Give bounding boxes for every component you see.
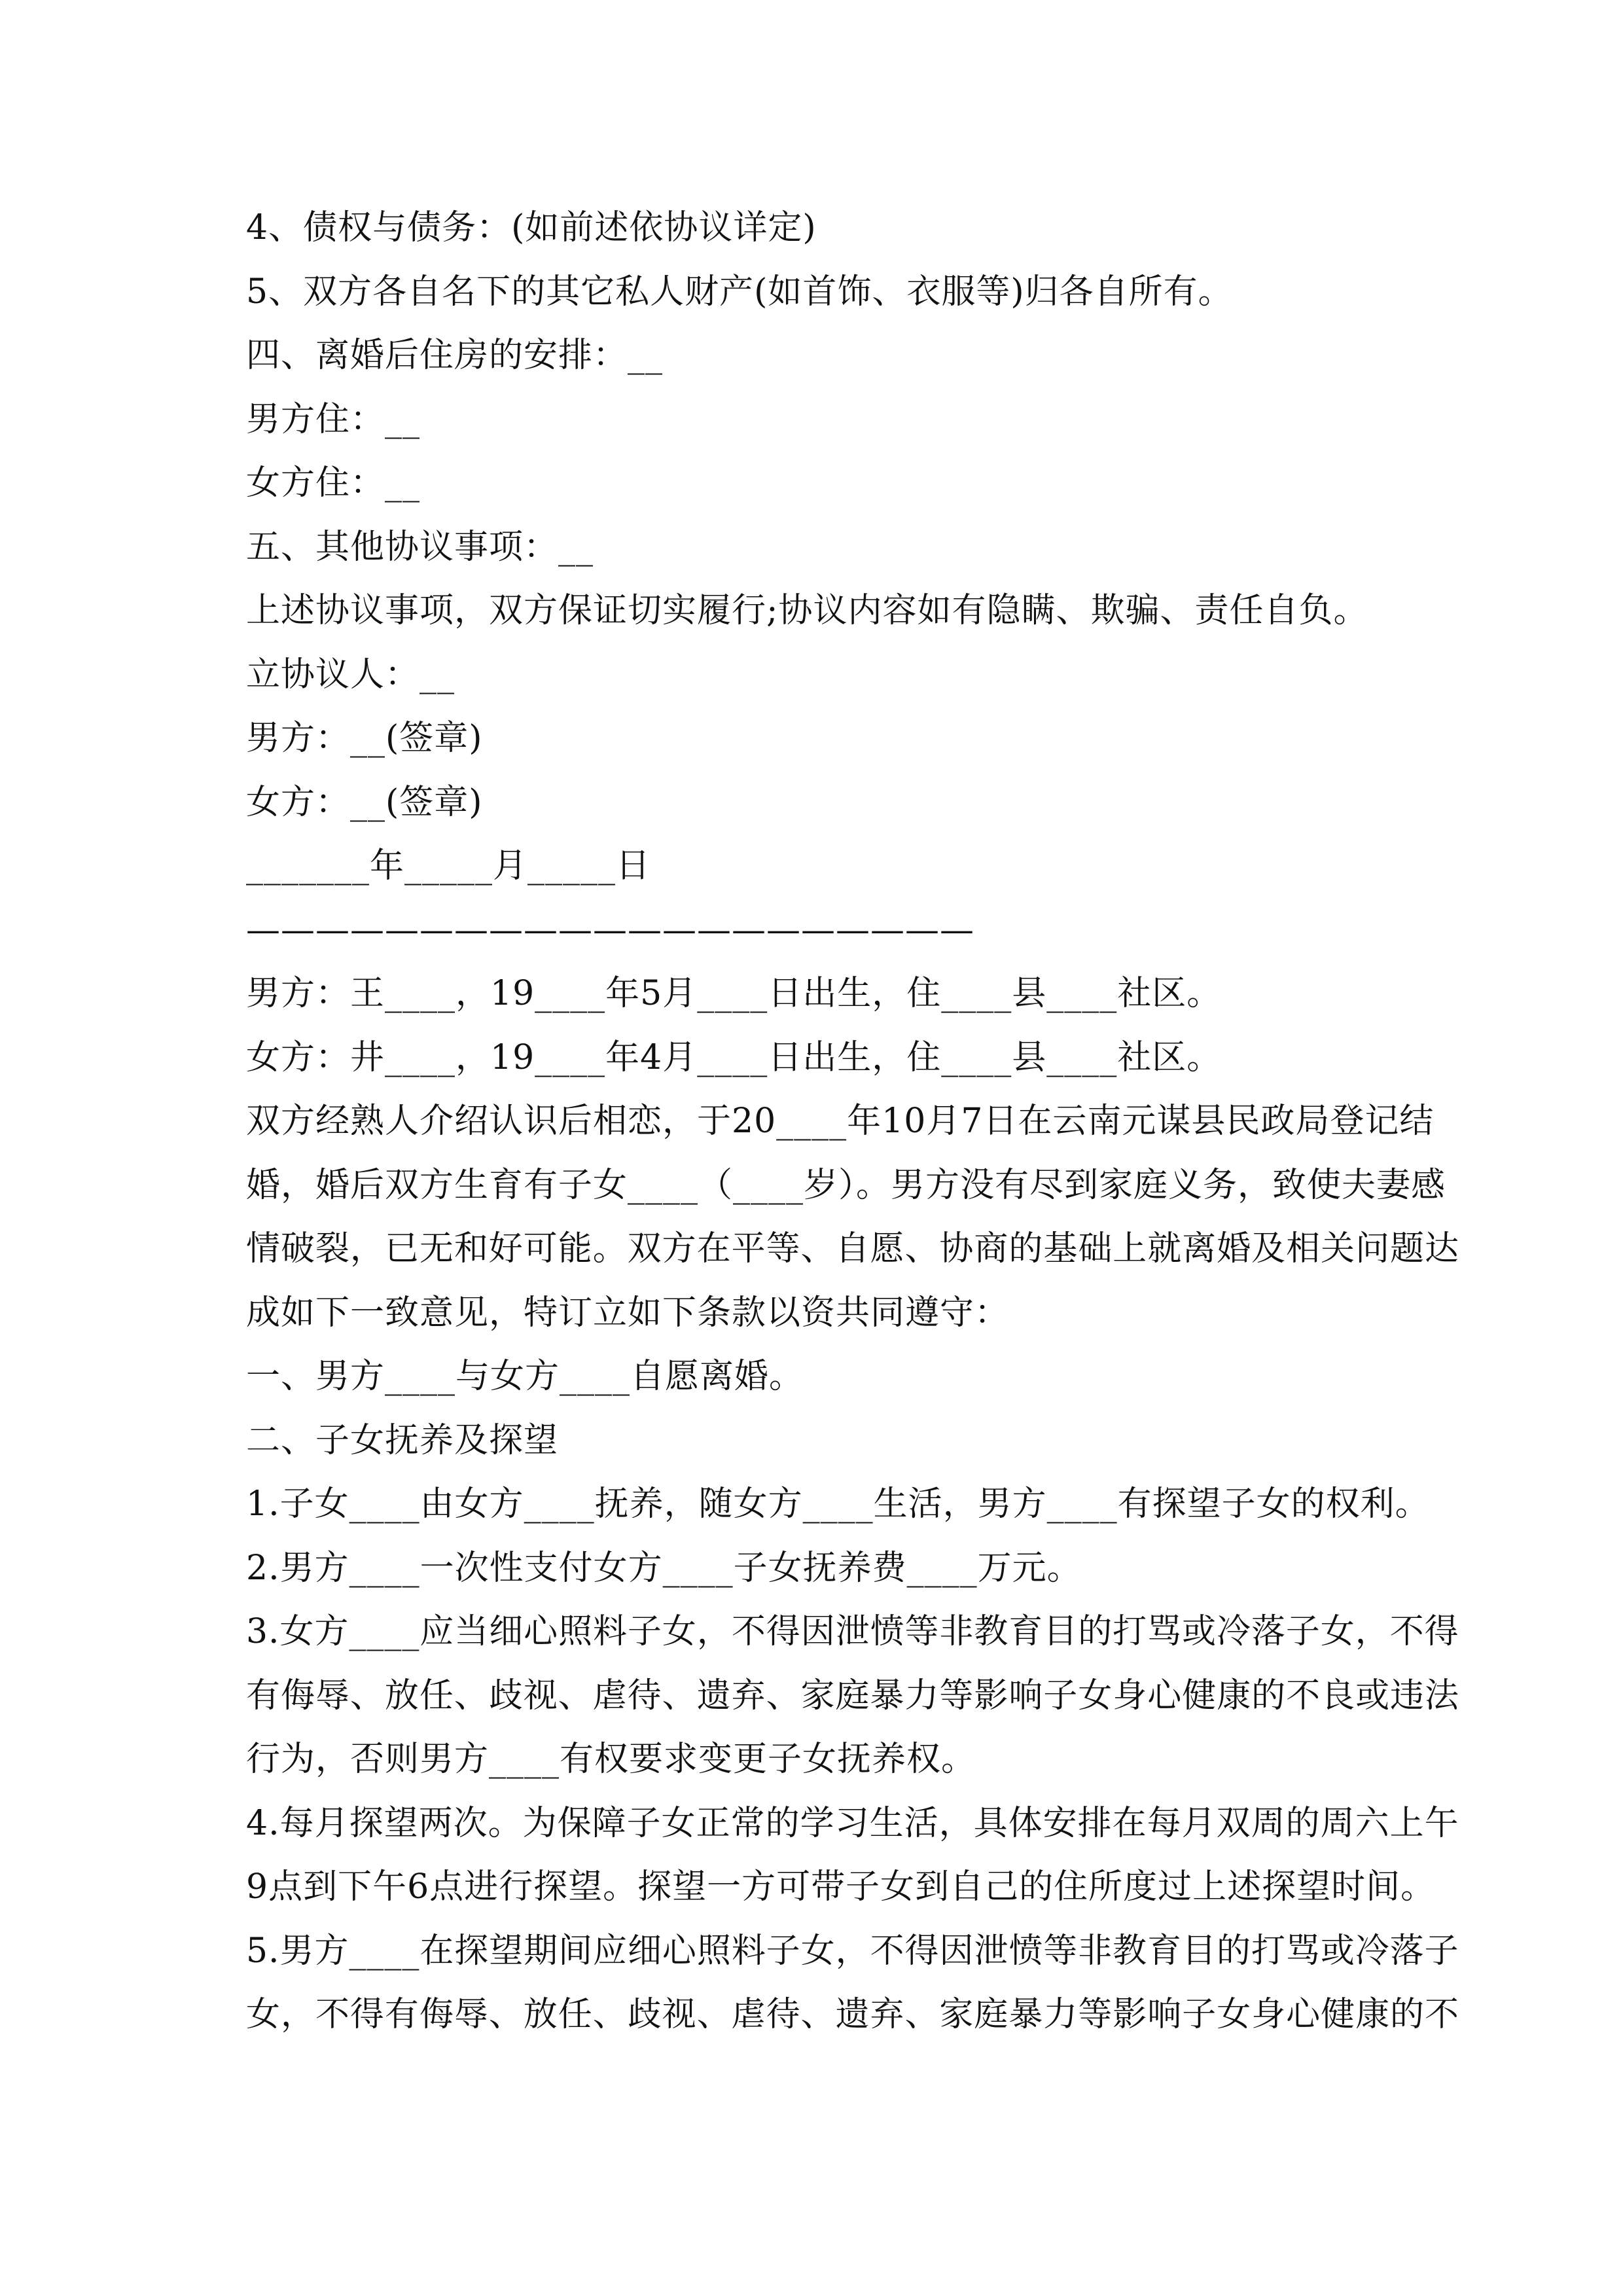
text-line: 3.女方____应当细心照料子女，不得因泄愤等非教育目的打骂或冷落子女，不得: [246, 1612, 1459, 1651]
text-line: 行为，否则男方____有权要求变更子女抚养权。: [246, 1740, 976, 1779]
text-line: 双方经熟人介绍认识后相恋，于20____年10月7日在云南元谋县民政局登记结: [246, 1102, 1435, 1141]
text-line: 男方：__(签章): [246, 719, 483, 758]
text-line: 男方住：__: [246, 400, 421, 439]
text-line: 上述协议事项，双方保证切实履行;协议内容如有隐瞒、欺骗、责任自负。: [246, 591, 1368, 630]
text-line: 4.每月探望两次。为保障子女正常的学习生活，具体安排在每月双周的周六上午: [246, 1804, 1459, 1843]
text-line: 女方：__(签章): [246, 783, 483, 822]
text-line: 4、债权与债务：(如前述依协议详定): [246, 208, 817, 247]
text-line: 立协议人：__: [246, 655, 455, 694]
text-line: 5.男方____在探望期间应细心照料子女，不得因泄愤等非教育目的打骂或冷落子: [246, 1931, 1459, 1971]
text-line: 五、其他协议事项：__: [246, 528, 594, 567]
separator-line: —————————————————————: [246, 910, 974, 950]
text-line: 情破裂，已无和好可能。双方在平等、自愿、协商的基础上就离婚及相关问题达: [246, 1229, 1460, 1268]
text-line: 婚，婚后双方生育有子女____（____岁）。男方没有尽到家庭义务，致使夫妻感: [246, 1166, 1446, 1205]
text-line: 有侮辱、放任、歧视、虐待、遗弃、家庭暴力等影响子女身心健康的不良或违法: [246, 1676, 1460, 1715]
text-line: 女方：井____，19____年4月____日出生，住____县____社区。: [246, 1038, 1222, 1077]
text-line: 成如下一致意见，特订立如下条款以资共同遵守：: [246, 1293, 1010, 1333]
date-line: _______年_____月_____日: [246, 846, 651, 886]
text-line: 1.子女____由女方____抚养，随女方____生活，男方____有探望子女的权利。: [246, 1484, 1430, 1524]
text-line: 女，不得有侮辱、放任、歧视、虐待、遗弃、家庭暴力等影响子女身心健康的不: [246, 1995, 1460, 2034]
text-line: 四、离婚后住房的安排：__: [246, 336, 664, 375]
text-line: 一、男方____与女方____自愿离婚。: [246, 1357, 804, 1396]
text-line: 二、子女抚养及探望: [246, 1421, 559, 1460]
text-line: 男方：王____，19____年5月____日出生，住____县____社区。: [246, 974, 1222, 1013]
text-line: 9点到下午6点进行探望。探望一方可带子女到自己的住所度过上述探望时间。: [246, 1867, 1436, 1907]
text-line: 女方住：__: [246, 463, 421, 503]
text-line: 5、双方各自名下的其它私人财产(如首饰、衣服等)归各自所有。: [246, 272, 1233, 312]
text-line: 2.男方____一次性支付女方____子女抚养费____万元。: [246, 1549, 1082, 1588]
